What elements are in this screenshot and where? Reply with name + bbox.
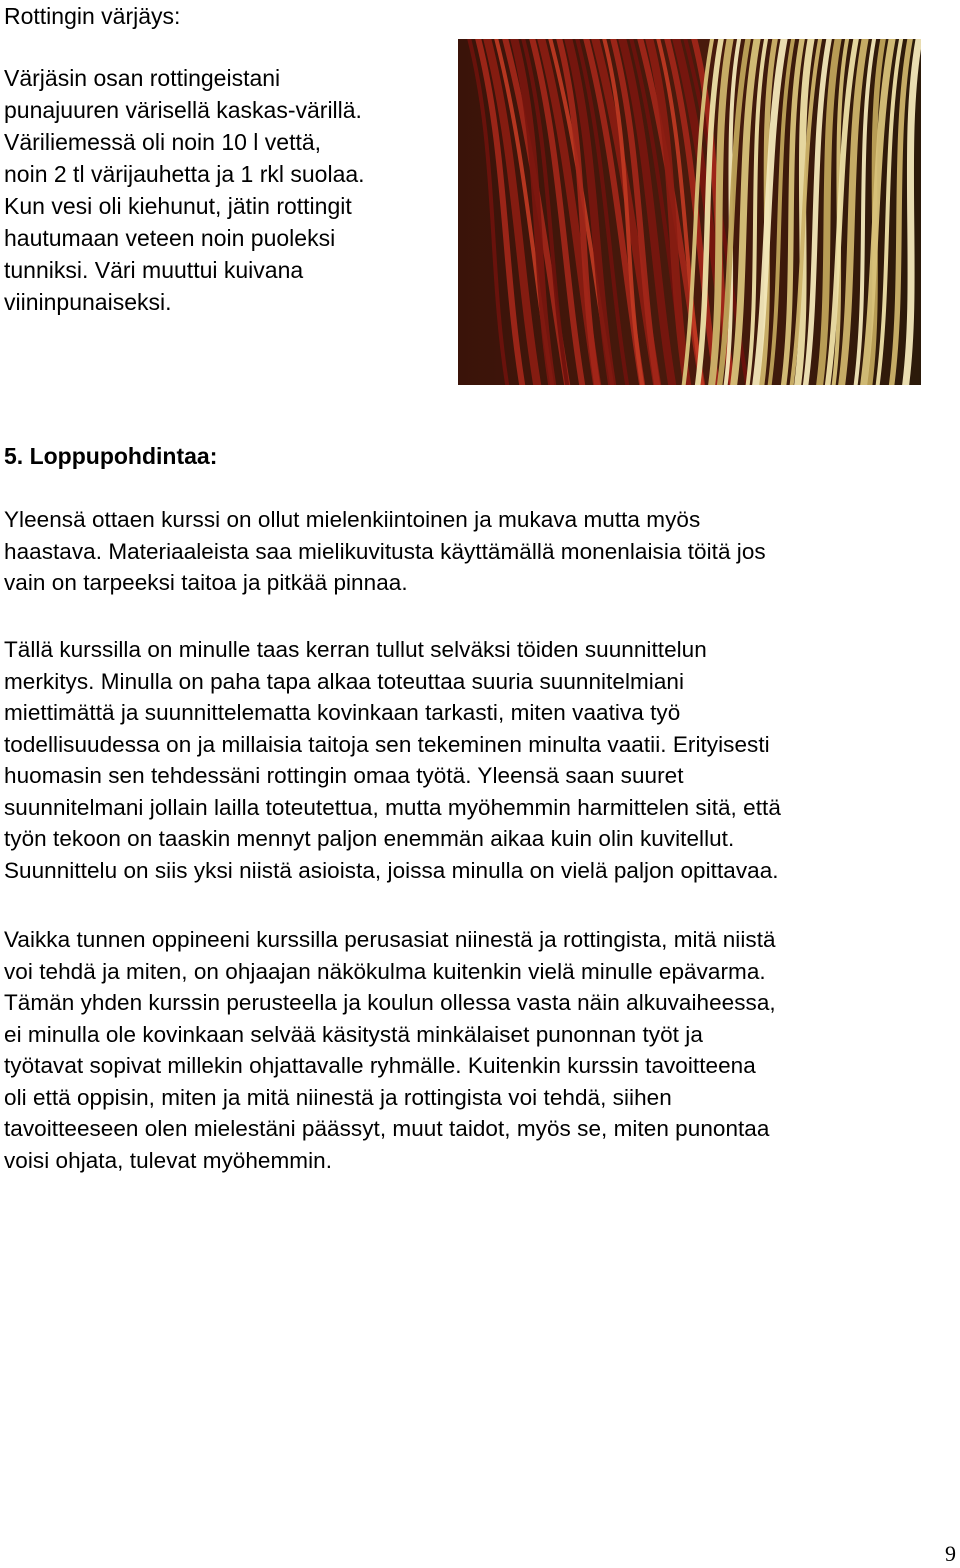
text-line: Yleensä ottaen kurssi on ollut mielenkiintoinen ja mukava mutta myös bbox=[4, 507, 701, 532]
text-line: todellisuudessa on ja millaisia taitoja sen tekeminen minulta vaatii. Erityisesti bbox=[4, 731, 770, 757]
text-line: haastava. Materiaaleista saa mielikuvitusta käyttämällä monenlaisia töitä jos bbox=[4, 538, 766, 564]
text-line: ei minulla ole kovinkaan selvää käsitystä minkälaiset punonnan työt ja bbox=[4, 1021, 703, 1047]
text-line: oli että oppisin, miten ja mitä niinestä ja rottingista voi tehdä, siihen bbox=[4, 1084, 672, 1110]
text-line: merkitys. Minulla on paha tapa alkaa toteuttaa suuria suunnitelmiani bbox=[4, 668, 685, 694]
page-number: 9 bbox=[945, 1541, 956, 1566]
text-line: vain on tarpeeksi taitoa ja pitkää pinnaa. bbox=[4, 570, 408, 595]
text-line: Kun vesi oli kiehunut, jätin rottingit bbox=[4, 193, 352, 219]
text-line: Tällä kurssilla on minulle taas kerran tullut selväksi töiden suunnittelun bbox=[4, 637, 707, 662]
text-line: Vaikka tunnen oppineeni kurssilla perusasiat niinestä ja rottingista, mitä niistä bbox=[4, 927, 776, 952]
text-line: huomasin sen tehdessäni rottingin omaa työtä. Yleensä saan suuret bbox=[4, 763, 684, 788]
text-line: viininpunaiseksi. bbox=[4, 289, 172, 315]
text-line: tunniksi. Väri muuttui kuivana bbox=[4, 257, 304, 283]
text-line: noin 2 tl värijauhetta ja 1 rkl suolaa. bbox=[4, 161, 365, 187]
text-line: työtavat sopivat millekin ohjattavalle ryhmälle. Kuitenkin kurssin tavoitteena bbox=[4, 1053, 756, 1078]
text-line: Suunnittelu on siis yksi niistä asioista, joissa minulla on vielä paljon opittavaa. bbox=[4, 857, 779, 883]
text-line: hautumaan veteen noin puoleksi bbox=[4, 225, 336, 251]
text-line: Väriliemessä oli noin 10 l vettä, bbox=[4, 129, 322, 155]
paragraph bbox=[4, 504, 956, 599]
text-line: voisi ohjata, tulevat myöhemmin. bbox=[4, 1147, 332, 1173]
text-line: punajuuren värisellä kaskas-värillä. bbox=[4, 97, 362, 123]
text-line: työn tekoon on taaskin mennyt paljon enemmän aikaa kuin olin kuvitellut. bbox=[4, 826, 735, 851]
dyeing-description bbox=[4, 62, 444, 318]
dyed-rattan-photo bbox=[458, 39, 921, 385]
text-line: voi tehdä ja miten, on ohjaajan näkökulma kuitenkin vielä minulle epävarma. bbox=[4, 958, 766, 984]
paragraph bbox=[4, 924, 956, 1176]
text-line: Värjäsin osan rottingeistani bbox=[4, 65, 281, 91]
text-line: tavoitteeseen olen mielestäni päässyt, muut taidot, myös se, miten punontaa bbox=[4, 1116, 770, 1141]
section-title: Rottingin värjäys: bbox=[4, 3, 181, 29]
rattan-strands-image bbox=[458, 39, 921, 385]
text-line: miettimättä ja suunnittelematta kovinkaan tarkasti, miten vaativa työ bbox=[4, 700, 681, 725]
paragraph bbox=[4, 634, 956, 886]
conclusion-heading: 5. Loppupohdintaa: bbox=[4, 443, 218, 469]
text-line: suunnitelmani jollain lailla toteutettua, mutta myöhemmin harmittelen sitä, että bbox=[4, 794, 781, 820]
text-line: Tämän yhden kurssin perusteella ja koulun ollessa vasta näin alkuvaiheessa, bbox=[4, 990, 776, 1015]
